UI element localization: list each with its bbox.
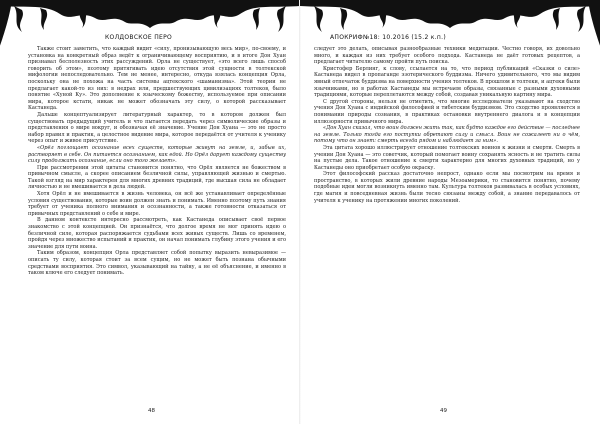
quote-paragraph: «Орёл поглощает осознание всех существ, которые живут на земле, и, забыв их, растворяет в себе. Он питается осознанием, как едой. Но Орёл дарует каждому существу силу продолжать осознание, если оно того желает».: [28, 144, 286, 165]
paragraph: В данном контексте интересно рассмотреть, как Кастанеда описывает своё первое знакомство с этой концепцией. Он признаётся, что долгое время не мог принять идею о безличной силе, которая распоряжается судьбами всех живых существ. Лишь со временем, пройдя через множество испытаний и практик, он начал понимать глубину этого учения и его значение для пути воина.: [28, 217, 286, 250]
page-number: 48: [148, 408, 155, 414]
right-page: [300, 0, 600, 424]
quote-paragraph: «Дон Хуан сказал, что воин должен жить так, как будто каждое его действие — последнее на земле. Только тогда его поступки обретают силу и смысл. Воин не сожалеет ни о чём, потому что он знает: смерть всегда рядом и наблюдает за ним».: [314, 125, 580, 145]
paragraph: Дальше концептуализирует литературный характер, то в котором должен был существовать предыдущий учитель и что пытается передать через символические образы и представления о мире вокруг, и обозначая её значение. Учение Дон Хуана — это не просто набор правил и практик, а целостное видение мира, которое передаётся от учителя к ученику через опыт и живое присутствие.: [28, 111, 286, 145]
paragraph: Эта цитата хорошо иллюстрирует отношение толтекских воинов к жизни и смерти. Смерть в учении Дон Хуана — это советчик, который помогает воину сохранять ясность и не тратить силы на пустые дела. Такое отношение к смерти характерно для многих духовных традиций, но у Кастанеды оно приобретает особую окраску.: [314, 144, 580, 171]
paragraph: Также стоит заметить, что каждый видит «силу, пронизывающую весь мир», по-своему, и установка на конкретный образ ведёт к ограничивающему восприятию, и в итоге Дон Хуан признавал бесполезность этих рассуждений. Орла не существует, «это всего лишь способ говорить об этом», поэтому притягивать идею отсутствия этой сущности в толтекской мифологии непоследовательно. Тем не менее, интересно, откуда взялась концепция Орла, поскольку она не похожа на часть системы ацтекского «шаманизма». Этой теории не предлагает какой-то из них: в недрах или, предшествующих цивилизациях толтеков, было понятие «Хуной Ку». Это дополнение к языческому божеству, используемое при описании мира, которое кстати, никак не может обозначать эту силу, о которой рассказывает Кастанеда.: [28, 46, 286, 112]
page-number: 49: [440, 408, 447, 414]
paragraph: следует это делать, описывая разнообразные техники медитации. Честно говоря, их довольно много, и каждая из них требует особого подхода. Кастанеда не даёт готовых рецептов, а предлагает читателю самому пройти путь поиска.: [314, 46, 580, 66]
paragraph: Таким образом, концепция Орла представляет собой попытку выразить невыразимое — описать ту силу, которая стоит за всем сущим, но не может быть познана обычными средствами восприятия. Это символ, указывающий на тайну, а не её объяснение, и именно в таком ключе его следует понимать.: [28, 250, 286, 277]
paragraph: Хотя Орёл и не вмешивается в жизнь человека, он всё же устанавливает определённые условия существования, которые воин должен знать и понимать. Именно поэтому путь знания требует от ученика полного внимания и осознанности, а также готовности отказаться от привычных представлений о себе и мире.: [28, 191, 286, 217]
paragraph: При рассмотрении этой цитаты становится понятно, что Орёл является не божеством в привычном смысле, а скорее описанием безличной силы, управляющей жизнью и смертью. Такой взгляд на мир характерен для многих древних традиций, где высшая сила не обладает личностью и не вмешивается в дела людей.: [28, 164, 286, 191]
running-header: КОЛДОВСКОЕ ПЕРО: [105, 34, 173, 41]
paragraph: С другой стороны, нельзя не отметить, что многие исследователи указывают на сходство учения Дон Хуана с индийской философией и тибетским буддизмом. Это сходство проявляется в понимании природы сознания, в практиках остановки внутреннего диалога и в концепции иллюзорности привычного мира.: [314, 98, 580, 125]
paragraph: Кристофер Берлинг, к слову, ссылается на то, что период публикаций «Сказки о силе» Кастанеда видел в пропаганде эзотерического буддизма. Ничего удивительного, что мы видим явный отпечаток буддизма на поверхности учения толтеков. В прошлом и толтеки, и ацтеки были язычниками, но в работах Кастанеды мы встречаем образы, связанные с разными духовными традициями, которые переплетаются между собой, создавая уникальную картину мира.: [314, 65, 580, 99]
running-header: АПОКРИФ№18: 10.2016 (15.2 к.п.): [330, 34, 447, 41]
body-text: [314, 46, 580, 394]
paragraph: Этот философский рассказ достаточно непрост, однако если мы посмотрим на время и пространство, в которых жили древние народы Мезоамерики, то становится понятно, почему подобные идеи могли возникнуть именно там. Культура толтеков развивалась в особых условиях, где магия и повседневная жизнь были тесно связаны между собой, а знание передавалось от учителя к ученику на протяжении многих поколений.: [314, 171, 580, 204]
body-text: [28, 46, 286, 394]
